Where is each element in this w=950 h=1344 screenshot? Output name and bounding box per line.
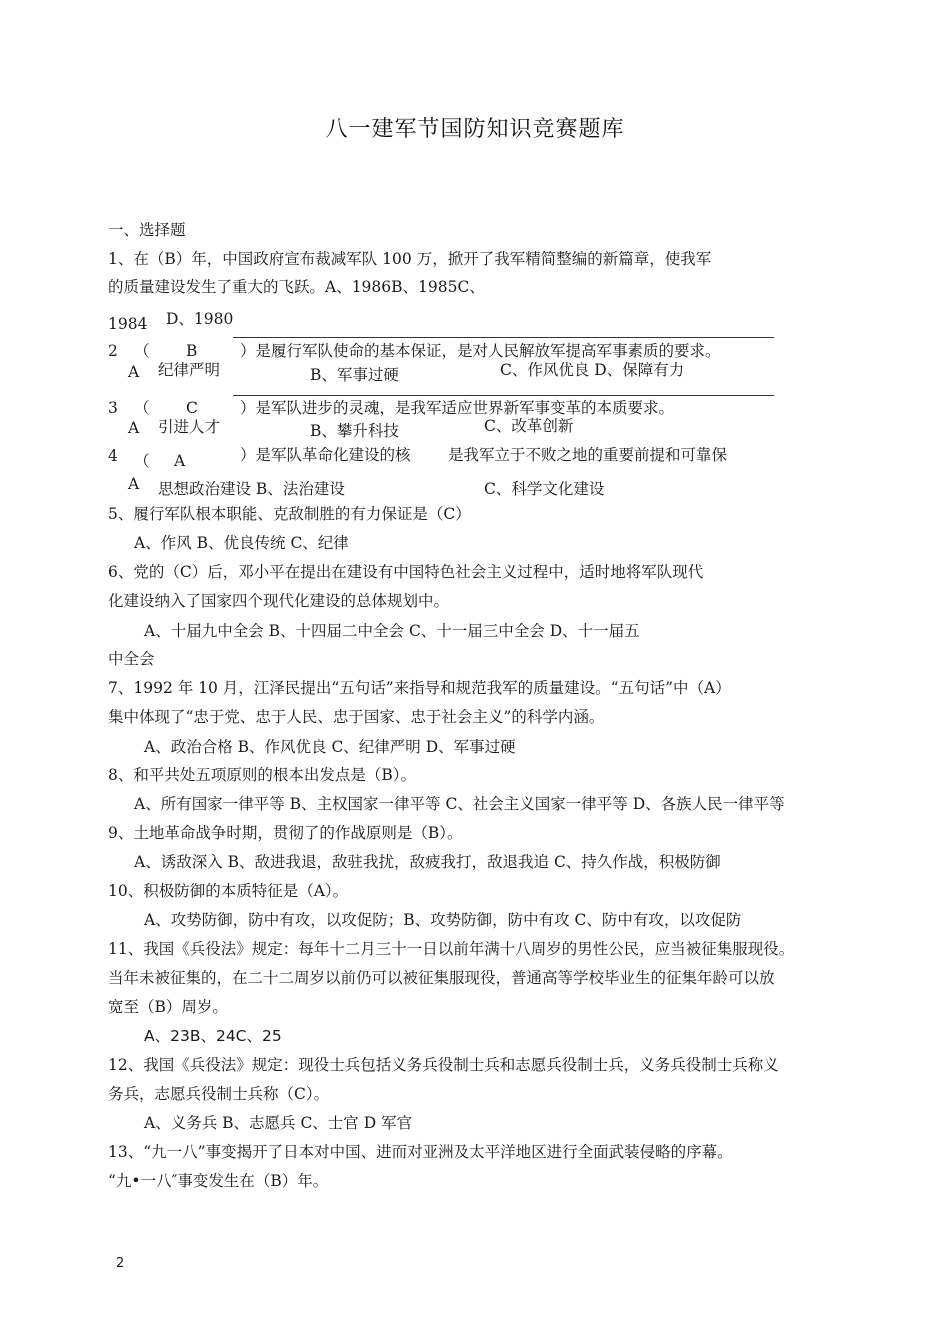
- question-3-text: ）是军队进步的灵魂，是我军适应世界新军事变革的本质要求。: [240, 399, 675, 417]
- question-3-number: 3: [108, 399, 118, 417]
- question-2-number: 2: [108, 342, 118, 360]
- question-3-option-a: 引进人才: [158, 418, 221, 436]
- question-4-option-c: C、科学文化建设: [484, 480, 605, 498]
- question-3-answer: C: [186, 399, 198, 417]
- question-2-option-cd: C、作风优良 D、保障有力: [500, 361, 685, 379]
- question-10-options: A、攻势防御，防中有攻，以攻促防；B、攻势防御，防中有攻 C、防中有攻，以攻促防: [144, 911, 742, 929]
- question-3-option-a-mark: A: [128, 419, 140, 437]
- question-3-rule: [233, 395, 774, 396]
- question-13-line-2: “九•一八″事变发生在（B）年。: [108, 1172, 329, 1190]
- question-5-text: 5、履行军队根本职能、克敌制胜的有力保证是（C）: [108, 505, 471, 523]
- question-11-line-3: 宽至（B）周岁。: [108, 998, 228, 1016]
- question-4-option-a-mark: A: [128, 475, 140, 493]
- question-3-option-b: B、攀升科技: [310, 422, 399, 440]
- question-2-option-b: B、军事过硬: [310, 366, 399, 384]
- question-4-paren: （: [134, 452, 150, 470]
- question-4-number: 4: [108, 447, 118, 465]
- question-8-options: A、所有国家一律平等 B、主权国家一律平等 C、社会主义国家一律平等 D、各族人民一律平等: [134, 795, 785, 813]
- question-6-line-1: 6、党的（C）后，邓小平在提出在建设有中国特色社会主义过程中，适时地将军队现代: [108, 563, 704, 581]
- question-8-text: 8、和平共处五项原则的根本出发点是（B）。: [108, 766, 417, 784]
- question-5-options: A、作风 B、优良传统 C、纪律: [134, 534, 349, 552]
- question-13-line-1: 13、“九一八”事变揭开了日本对中国、进而对亚洲及太平洋地区进行全面武装侵略的序幕。: [108, 1143, 733, 1161]
- question-11-line-2: 当年未被征集的，在二十二周岁以前仍可以被征集服现役，普通高等学校毕业生的征集年龄可以放: [108, 969, 775, 987]
- question-3-option-c: C、改革创新: [484, 417, 574, 435]
- question-2-option-a: 纪律严明: [158, 361, 221, 379]
- question-2-option-a-mark: A: [128, 363, 140, 381]
- question-7-options: A、政治合格 B、作风优良 C、纪律严明 D、军事过硬: [144, 738, 516, 756]
- question-6-options-cont: 中全会: [108, 650, 155, 668]
- question-3-paren: （: [134, 399, 150, 417]
- question-2-answer: B: [186, 342, 198, 360]
- question-11-line-1: 11、我国《兵役法》规定：每年十二月三十一日以前年满十八周岁的男性公民，应当被征集服现役。: [108, 940, 795, 958]
- question-4-answer: A: [174, 452, 186, 470]
- question-6-options: A、十届九中全会 B、十四届二中全会 C、十一届三中全会 D、十一届五: [144, 622, 640, 640]
- question-2-text: ）是履行军队使命的基本保证，是对人民解放军提高军事素质的要求。: [240, 342, 721, 360]
- question-7-line-2: 集中体现了“忠于党、忠于人民、忠于国家、忠于社会主义”的科学内涵。: [108, 708, 605, 726]
- question-4-options-ab: 思想政治建设 B、法治建设: [158, 480, 345, 498]
- section-heading: 一、选择题: [108, 221, 186, 239]
- question-7-line-1: 7、1992 年 10 月，江泽民提出“五句话”来指导和规范我军的质量建设。“五句话”中（A）: [108, 679, 731, 697]
- question-2-paren: （: [134, 342, 150, 360]
- question-1-line-2: 的质量建设发生了重大的飞跃。A、1986B、1985C、: [108, 278, 485, 296]
- question-12-line-2: 务兵，志愿兵役制士兵称（C）。: [108, 1085, 330, 1103]
- page-number: 2: [116, 1256, 125, 1271]
- question-10-text: 10、积极防御的本质特征是（A）。: [108, 882, 349, 900]
- page-title: 八一建军节国防知识竞赛题库: [325, 117, 625, 142]
- question-4-text-2: 是我军立于不败之地的重要前提和可靠保: [448, 446, 728, 464]
- question-6-line-2: 化建设纳入了国家四个现代化建设的总体规划中。: [108, 592, 450, 610]
- question-11-options: A、23B、24C、25: [144, 1027, 282, 1045]
- question-12-line-1: 12、我国《兵役法》规定：现役士兵包括义务兵役制士兵和志愿兵役制士兵，义务兵役制士兵称义: [108, 1056, 779, 1074]
- question-1-option-c: 1984: [108, 315, 148, 333]
- question-4-text-1: ）是军队革命化建设的核: [240, 446, 411, 464]
- question-12-options: A、义务兵 B、志愿兵 C、士官 D 军官: [144, 1114, 413, 1132]
- question-2-rule: [233, 337, 774, 338]
- question-9-options: A、诱敌深入 B、敌进我退，敌驻我扰，敌疲我打，敌退我追 C、持久作战，积极防御: [134, 853, 721, 871]
- question-1-line-1: 1、在（B）年，中国政府宣布裁减军队 100 万，掀开了我军精简整编的新篇章，使我军: [108, 250, 712, 268]
- question-1-option-d: D、1980: [166, 310, 234, 328]
- question-9-text: 9、土地革命战争时期，贯彻了的作战原则是（B）。: [108, 824, 463, 842]
